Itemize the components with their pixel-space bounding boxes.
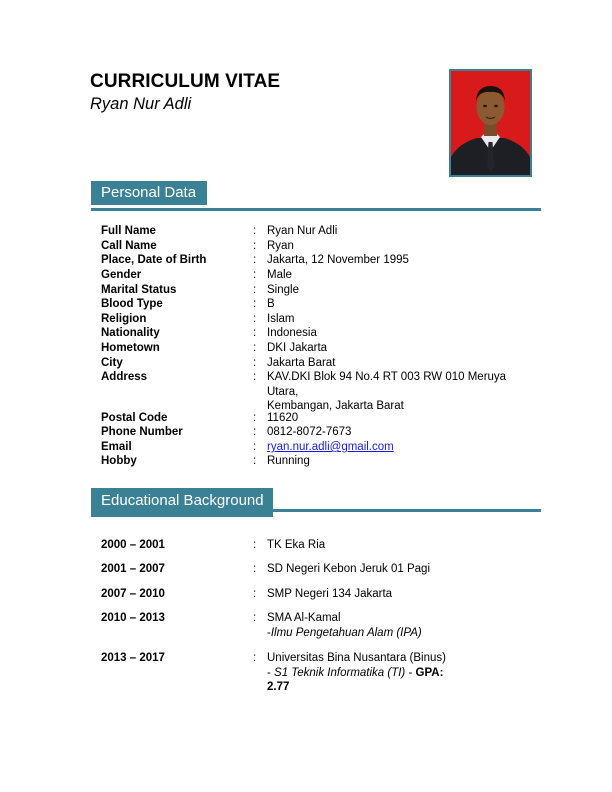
field-label: Postal Code	[101, 412, 168, 424]
field-label: Call Name	[101, 240, 157, 252]
education-years: 2010 – 2013	[101, 612, 165, 624]
address-line-2: Kembangan, Jakarta Barat	[267, 400, 404, 412]
field-separator: :	[253, 539, 257, 551]
field-label: Marital Status	[101, 284, 177, 296]
field-label: Nationality	[101, 327, 160, 339]
field-value: Ryan Nur Adli	[267, 225, 338, 237]
field-value: Jakarta Barat	[267, 357, 336, 369]
field-label: Hometown	[101, 342, 160, 354]
profile-photo	[449, 69, 532, 177]
field-label: Religion	[101, 313, 147, 325]
field-label: Phone Number	[101, 426, 183, 438]
email-link[interactable]: ryan.nur.adli@gmail.com	[267, 441, 394, 453]
address-line-1: KAV.DKI Blok 94 No.4 RT 003 RW 010 Meruya Utara,	[267, 371, 507, 398]
education-section-rule	[273, 509, 541, 512]
field-value: Ryan	[267, 240, 294, 252]
field-separator: :	[253, 588, 257, 600]
field-value: Running	[267, 455, 310, 467]
education-years: 2013 – 2017	[101, 652, 165, 664]
education-years: 2000 – 2001	[101, 539, 165, 551]
field-label: Address	[101, 371, 148, 383]
gpa-value: 2.77	[267, 681, 290, 693]
field-separator: :	[253, 269, 257, 281]
field-value	[267, 440, 532, 455]
field-separator: :	[253, 412, 257, 424]
personal-section-rule	[91, 208, 541, 211]
education-school: Universitas Bina Nusantara (Binus)	[267, 652, 446, 664]
education-major: Ilmu Pengetahuan Alam (IPA)	[270, 626, 422, 639]
field-label: Full Name	[101, 225, 156, 237]
field-separator: :	[253, 455, 257, 467]
field-separator: :	[253, 342, 257, 354]
education-school: SMA Al-Kamal	[267, 612, 341, 624]
field-value: B	[267, 298, 275, 310]
education-heading: Educational Background	[91, 488, 273, 517]
gpa-label: GPA:	[415, 666, 444, 679]
field-separator: :	[253, 298, 257, 310]
cv-title: CURRICULUM VITAE	[90, 71, 281, 92]
field-label: Hobby	[101, 455, 137, 467]
field-separator: :	[253, 225, 257, 237]
education-school: SMP Negeri 134 Jakarta	[267, 588, 393, 600]
field-separator: :	[253, 426, 257, 438]
field-label: Gender	[101, 269, 142, 281]
field-value: Islam	[267, 313, 295, 325]
field-separator: :	[253, 441, 257, 453]
field-value: DKI Jakarta	[267, 342, 328, 354]
field-separator: :	[253, 652, 257, 664]
field-separator: :	[253, 357, 257, 369]
education-years: 2007 – 2010	[101, 588, 165, 600]
education-school: SD Negeri Kebon Jeruk 01 Pagi	[267, 563, 431, 575]
cv-name: Ryan Nur Adli	[90, 95, 192, 113]
education-years: 2001 – 2007	[101, 563, 165, 575]
field-value: Indonesia	[267, 327, 317, 339]
field-label: Place, Date of Birth	[101, 254, 207, 266]
field-label: City	[101, 357, 123, 369]
education-school-block: SMA Al-Kamal -Ilmu Pengetahuan Alam (IPA)	[267, 612, 422, 639]
personal-data-heading: Personal Data	[91, 181, 207, 205]
field-label: Blood Type	[101, 298, 163, 310]
field-value: Single	[267, 284, 299, 296]
field-separator: :	[253, 313, 257, 325]
field-separator: :	[253, 371, 257, 383]
field-separator: :	[253, 284, 257, 296]
education-major: S1 Teknik Informatika (TI)	[274, 666, 406, 679]
field-separator: :	[253, 612, 257, 624]
field-value	[267, 370, 532, 414]
field-value: 11620	[267, 412, 299, 424]
education-school: TK Eka Ria	[267, 539, 326, 551]
field-separator: :	[253, 327, 257, 339]
field-separator: :	[253, 254, 257, 266]
field-value: Male	[267, 269, 292, 281]
field-separator: :	[253, 240, 257, 252]
field-value: 0812-8072-7673	[267, 426, 352, 438]
field-value: Jakarta, 12 November 1995	[267, 254, 409, 266]
field-separator: :	[253, 563, 257, 575]
field-label: Email	[101, 441, 132, 453]
education-school-block: Universitas Bina Nusantara (Binus) - S1 Teknik Informatika (TI) - GPA: 2.77	[267, 652, 446, 693]
